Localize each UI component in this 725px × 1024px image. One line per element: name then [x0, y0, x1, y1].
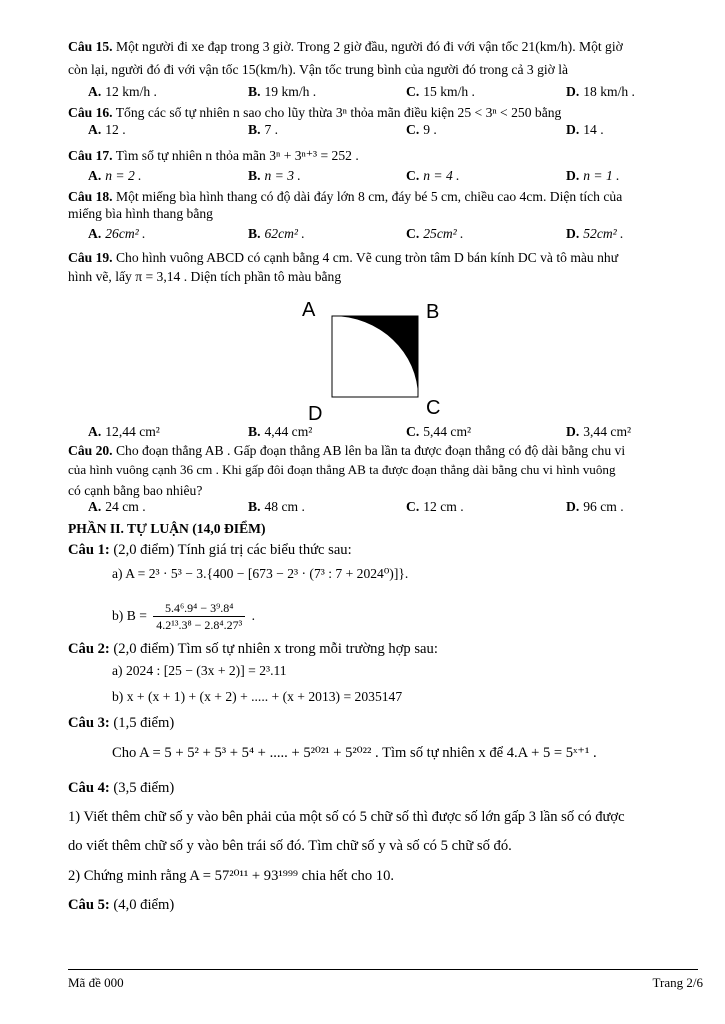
c1-part-a: a) A = 2³ · 5³ − 3.{400 − [673 − 2³ · (7³ : 7 + 2024⁰)]}. [112, 566, 409, 581]
footer-page-number: Trang 2/6 [652, 975, 703, 990]
q19-label: Câu 19. [68, 250, 113, 265]
q16-option-c: C. 9 . [406, 122, 437, 137]
q17-option-a: A. n = 2 . [88, 168, 142, 183]
q18-option-a: A. 26cm² . [88, 226, 146, 241]
c1-b-fraction [153, 600, 245, 633]
c5-line [68, 896, 690, 914]
c2-text: (2,0 điểm) Tìm số tự nhiên x trong mỗi trường hợp sau: [113, 641, 438, 657]
q18-text1: Một miếng bìa hình thang có độ dài đáy lớn 8 cm, đáy bé 5 cm, chiều cao 4cm. Diện tích của [115, 189, 623, 204]
q20-line1 [68, 442, 690, 460]
c5-label: Câu 5: [68, 897, 110, 913]
vertex-label-a: A [302, 299, 316, 321]
c1-b-suffix: . [251, 608, 256, 623]
q17-options [88, 168, 688, 186]
q18-option-b: B. 62cm² . [248, 226, 305, 241]
q19-option-d: D. 3,44 cm² [566, 424, 632, 439]
q18-options [88, 226, 688, 244]
q18-line1 [68, 188, 690, 206]
c1-b-denominator: 4.2¹³.3⁸ − 2.8⁴.27³ [156, 618, 243, 633]
c4-p1-line2: do viết thêm chữ số y vào bên trái số đó. Tìm chữ số y và số có 5 chữ số đó. [68, 838, 512, 854]
q16-option-d: D. 14 . [566, 122, 604, 137]
q20-option-b: B. 48 cm . [248, 499, 305, 514]
q20-text2: của hình vuông cạnh 36 cm . Khi gấp đôi đoạn thẳng AB ta được đoạn thẳng dài bằng chu vi hình vuông [68, 462, 616, 477]
q16-label: Câu 16. [68, 105, 113, 120]
c2-line [68, 640, 690, 658]
q15-text2: còn lại, người đó đi với vận tốc 15(km/h). Vận tốc trung bình của người đó trong cả 3 giờ là [68, 62, 569, 77]
q16-options [88, 122, 688, 140]
c3-label: Câu 3: [68, 715, 110, 731]
q18-label: Câu 18. [68, 189, 113, 204]
q16-option-a: A. 12 . [88, 122, 126, 137]
q20-options [88, 499, 688, 517]
c2-part-b: b) x + (x + 1) + (x + 2) + ..... + (x + 2013) = 2035147 [112, 689, 403, 704]
q19-text2: hình vẽ, lấy π = 3,14 . Diện tích phần tô màu bằng [68, 269, 342, 284]
c5-text: (4,0 điểm) [113, 897, 175, 913]
q18-option-d: D. 52cm² . [566, 226, 624, 241]
q17-label: Câu 17. [68, 148, 113, 163]
q20-text3: có cạnh bằng bao nhiêu? [68, 483, 203, 498]
c2-part-a: a) 2024 : [25 − (3x + 2)] = 2³.11 [112, 663, 287, 678]
c4-label: Câu 4: [68, 780, 110, 796]
vertex-label-c: C [426, 397, 441, 419]
q16-text: Tổng các số tự nhiên n sao cho lũy thừa 3ⁿ thỏa mãn điều kiện 25 < 3ⁿ < 250 bằng [115, 105, 562, 120]
c3-line [68, 714, 690, 732]
q19-text1: Cho hình vuông ABCD có cạnh bằng 4 cm. Vẽ cung tròn tâm D bán kính DC và tô màu như [115, 250, 619, 265]
c4-p1-line1: 1) Viết thêm chữ số y vào bên phải của một số có 5 chữ số thì được số lớn gấp 3 lần số có được [68, 809, 625, 825]
q15-options [88, 84, 688, 102]
q16-line [68, 104, 690, 122]
q19-option-a: A. 12,44 cm² [88, 424, 160, 439]
q15-option-b: B. 19 km/h . [248, 84, 317, 99]
q19-line1 [68, 249, 690, 267]
q19-option-c: C. 5,44 cm² [406, 424, 472, 439]
c3-text: (1,5 điểm) [113, 715, 175, 731]
vertex-label-b: B [426, 301, 440, 323]
q19-option-b: B. 4,44 cm² [248, 424, 313, 439]
q20-option-a: A. 24 cm . [88, 499, 146, 514]
q15-line1 [68, 38, 690, 56]
q17-text: Tìm số tự nhiên n thỏa mãn 3ⁿ + 3ⁿ⁺³ = 252 . [115, 148, 359, 163]
q17-option-d: D. n = 1 . [566, 168, 620, 183]
q20-option-d: D. 96 cm . [566, 499, 624, 514]
footer-divider [68, 969, 698, 970]
square-arc-figure [294, 294, 454, 424]
q17-line [68, 147, 690, 165]
footer-exam-code: Mã đề 000 [68, 975, 124, 990]
c4-text: (3,5 điểm) [113, 780, 175, 796]
c4-line [68, 779, 690, 797]
c1-part-b [112, 596, 255, 636]
c1-b-prefix: b) B = [112, 608, 147, 623]
c4-p2: 2) Chứng minh rằng A = 57²⁰¹¹ + 93¹⁹⁹⁹ chia hết cho 10. [68, 868, 395, 884]
q17-option-c: C. n = 4 . [406, 168, 460, 183]
q20-label: Câu 20. [68, 443, 113, 458]
q20-text1: Cho đoạn thẳng AB . Gấp đoạn thẳng AB lên ba lần ta được đoạn thẳng có độ dài bằng chu vi [115, 443, 626, 458]
c1-b-numerator: 5.4⁶.9⁴ − 3⁹.8⁴ [153, 600, 245, 617]
q18-text2: miếng bìa hình thang bằng [68, 206, 213, 221]
c1-text: (2,0 điểm) Tính giá trị các biểu thức sau: [113, 542, 352, 558]
q19-options [88, 424, 688, 442]
q20-option-c: C. 12 cm . [406, 499, 464, 514]
q15-text1: Một người đi xe đạp trong 3 giờ. Trong 2 giờ đầu, người đó đi với vận tốc 21(km/h). Một giờ [115, 39, 623, 54]
part2-title: PHẦN II. TỰ LUẬN (14,0 ĐIỂM) [68, 521, 266, 536]
c1-line [68, 541, 690, 559]
vertex-label-d: D [308, 403, 323, 424]
square-arc-svg [294, 294, 454, 424]
q16-option-b: B. 7 . [248, 122, 279, 137]
c1-label: Câu 1: [68, 542, 110, 558]
q18-option-c: C. 25cm² . [406, 226, 464, 241]
c2-label: Câu 2: [68, 641, 110, 657]
q15-option-d: D. 18 km/h . [566, 84, 635, 99]
q15-option-a: A. 12 km/h . [88, 84, 157, 99]
q15-label: Câu 15. [68, 39, 113, 54]
q17-option-b: B. n = 3 . [248, 168, 301, 183]
q15-option-c: C. 15 km/h . [406, 84, 475, 99]
c3-body: Cho A = 5 + 5² + 5³ + 5⁴ + ..... + 5²⁰²¹ + 5²⁰²² . Tìm số tự nhiên x để 4.A + 5 = 5ˣ⁺¹ . [112, 745, 597, 761]
